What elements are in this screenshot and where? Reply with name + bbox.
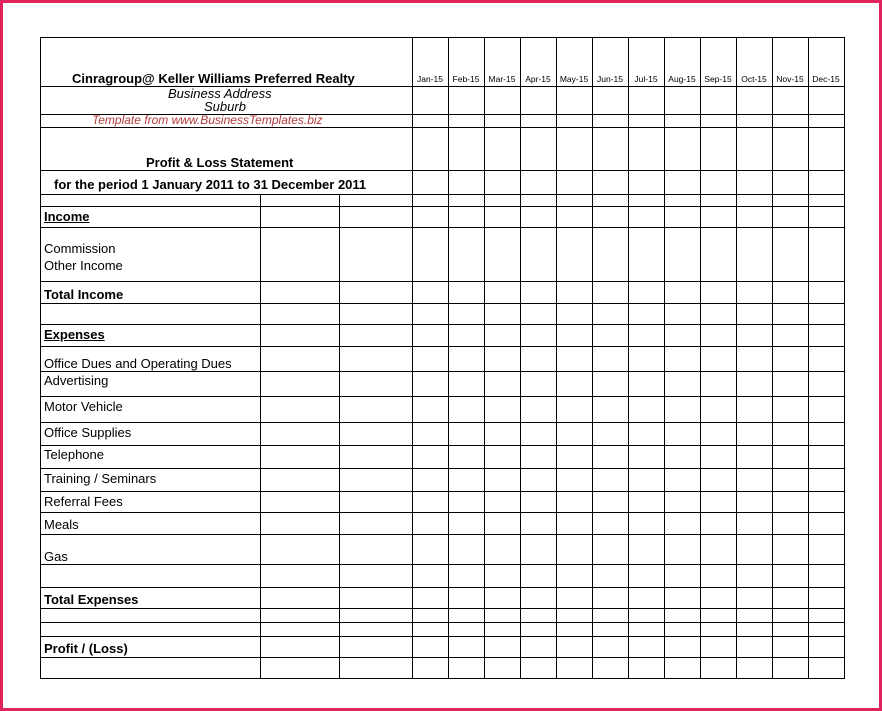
income-heading: Income bbox=[44, 209, 90, 224]
row-line bbox=[40, 445, 845, 446]
statement-period: for the period 1 January 2011 to 31 December 2011 bbox=[54, 177, 367, 192]
row-line bbox=[40, 636, 845, 637]
row-line bbox=[40, 371, 845, 372]
month-header: Jan-15 bbox=[417, 74, 443, 84]
row-line bbox=[40, 396, 845, 397]
month-header: Jul-15 bbox=[634, 74, 658, 84]
expense-item-referral-fees: Referral Fees bbox=[44, 494, 123, 509]
row-line bbox=[40, 564, 845, 565]
row-line bbox=[40, 657, 845, 658]
suburb: Suburb bbox=[204, 99, 246, 114]
business-address: Business Address bbox=[168, 86, 272, 101]
row-line bbox=[40, 206, 845, 207]
total-expenses-label: Total Expenses bbox=[44, 592, 139, 607]
row-line bbox=[40, 303, 845, 304]
expense-item-motor-vehicle: Motor Vehicle bbox=[44, 399, 123, 414]
month-column-line bbox=[520, 37, 521, 679]
month-header: Feb-15 bbox=[452, 74, 480, 84]
label-column-line bbox=[339, 194, 340, 679]
row-line bbox=[40, 422, 845, 423]
row-line bbox=[40, 281, 845, 282]
income-item-commission: Commission bbox=[44, 241, 116, 256]
row-line bbox=[40, 622, 845, 623]
month-header: Sep-15 bbox=[704, 74, 732, 84]
month-column-line bbox=[700, 37, 701, 679]
expense-item-office-supplies: Office Supplies bbox=[44, 425, 132, 440]
month-header: Mar-15 bbox=[488, 74, 516, 84]
month-column-line bbox=[808, 37, 809, 679]
grid-right-border bbox=[844, 37, 845, 679]
label-column-line bbox=[260, 194, 261, 679]
row-line bbox=[40, 534, 845, 535]
grid-left-border bbox=[40, 37, 41, 679]
expenses-heading: Expenses bbox=[44, 327, 105, 342]
row-line bbox=[40, 346, 845, 347]
month-header: Nov-15 bbox=[776, 74, 804, 84]
total-income-label: Total Income bbox=[44, 287, 124, 302]
row-line bbox=[40, 512, 845, 513]
month-header: Aug-15 bbox=[668, 74, 696, 84]
row-line bbox=[40, 170, 845, 171]
row-line bbox=[40, 127, 845, 128]
grid-bottom-border bbox=[40, 678, 845, 679]
row-line bbox=[40, 324, 845, 325]
expense-item-training: Training / Seminars bbox=[44, 471, 157, 486]
expense-item-telephone: Telephone bbox=[44, 447, 104, 462]
month-header: Dec-15 bbox=[812, 74, 840, 84]
month-header: Oct-15 bbox=[741, 74, 767, 84]
expense-item-meals: Meals bbox=[44, 517, 79, 532]
month-column-line bbox=[664, 37, 665, 679]
month-column-line bbox=[556, 37, 557, 679]
row-line bbox=[40, 194, 845, 195]
month-column-line bbox=[736, 37, 737, 679]
header-row-line bbox=[40, 86, 845, 87]
month-header: May-15 bbox=[559, 74, 589, 84]
statement-title: Profit & Loss Statement bbox=[146, 155, 294, 170]
month-header: Jun-15 bbox=[597, 74, 623, 84]
row-line bbox=[40, 491, 845, 492]
grid-top-border bbox=[40, 37, 845, 38]
template-credit: Template from www.BusinessTemplates.biz bbox=[92, 113, 323, 127]
month-column-line bbox=[772, 37, 773, 679]
month-column-line bbox=[448, 37, 449, 679]
row-line bbox=[40, 468, 845, 469]
income-item-other: Other Income bbox=[44, 258, 123, 273]
expense-item-office-dues: Office Dues and Operating Dues bbox=[44, 356, 232, 371]
month-header: Apr-15 bbox=[525, 74, 551, 84]
expense-item-advertising: Advertising bbox=[44, 373, 109, 388]
profit-loss-label: Profit / (Loss) bbox=[44, 641, 128, 656]
month-column-line bbox=[628, 37, 629, 679]
month-column-line bbox=[592, 37, 593, 679]
row-line bbox=[40, 608, 845, 609]
expense-item-gas: Gas bbox=[44, 549, 68, 564]
row-line bbox=[40, 587, 845, 588]
month-column-line bbox=[484, 37, 485, 679]
company-name: Cinragroup@ Keller Williams Preferred Realty bbox=[72, 71, 355, 86]
row-line bbox=[40, 227, 845, 228]
month-column-line bbox=[412, 37, 413, 679]
